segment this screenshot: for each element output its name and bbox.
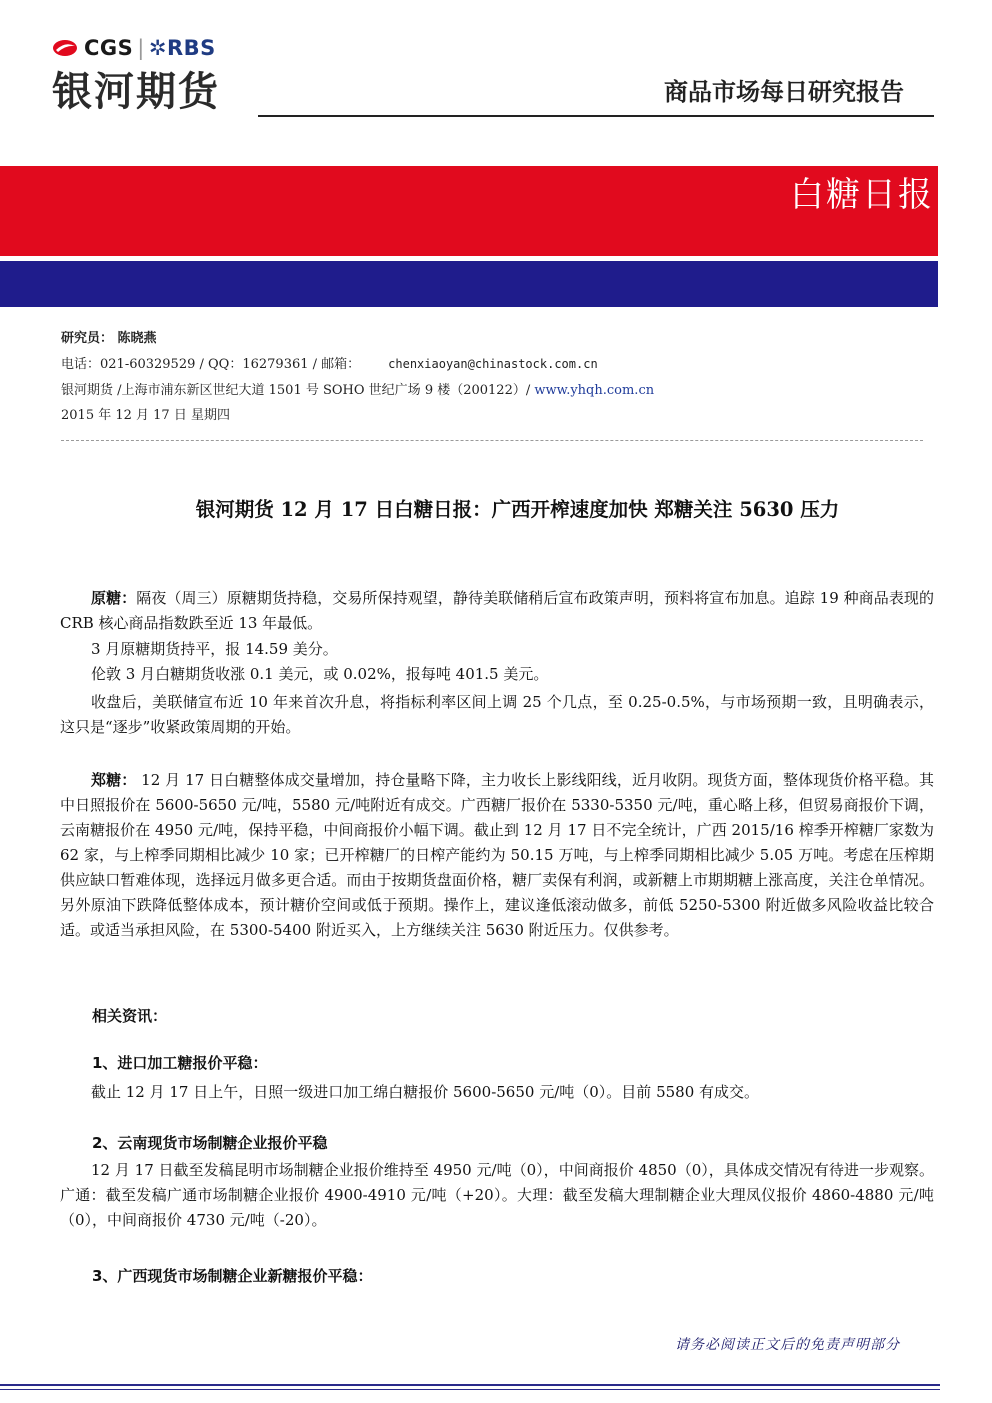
report-date: 2015 年 12 月 17 日 星期四 xyxy=(61,408,230,423)
zhengtang-paragraph xyxy=(60,768,934,943)
news-item-1-heading: 1、进口加工糖报价平稳： xyxy=(92,1054,268,1072)
logo-separator: | xyxy=(137,36,145,60)
logo-chinese-name: 银河期货 xyxy=(52,69,220,115)
zhengtang-lead: 郑糖： xyxy=(91,771,137,789)
contact-line xyxy=(61,355,598,374)
news-item-2-text: 12 月 17 日截至发稿昆明市场制糖企业报价维持至 4950 元/吨（0），中间商报价 4850（0），具体成交情况有待进一步观察。广通：截至发稿广通市场制糖企业报价 4900-4910 元/吨（+20）。大理：截至发稿大理制糖企业大理凤仪报价 4860-4880 元/吨（0），中间商报价 4730 元/吨（-20）。 xyxy=(60,1161,934,1229)
email-link[interactable]: chenxiaoyan@chinastock.com.cn xyxy=(388,357,598,371)
related-news-heading: 相关资讯： xyxy=(92,1007,168,1025)
london-sugar-futures: 伦敦 3 月白糖期货收涨 0.1 美元，或 0.02%，报每吨 401.5 美元。 xyxy=(91,665,549,683)
footer-rule-thick xyxy=(0,1384,940,1386)
raw-sugar-paragraph xyxy=(60,586,934,636)
fed-rate-paragraph: 收盘后，美联储宣布近 10 年来首次升息，将指标利率区间上调 25 个几点，至 0.25-0.5%，与市场预期一致，且明确表示，这只是“逐步”收紧政策周期的开始。 xyxy=(60,693,934,736)
raw-sugar-text: 隔夜（周三）原糖期货持稳，交易所保持观望，静待美联储稍后宣布政策声明，预料将宣布加息。追踪 19 种商品表现的 CRB 核心商品指数跌至近 13 年最低。 xyxy=(60,589,934,632)
report-series-title: 商品市场每日研究报告 xyxy=(664,78,904,106)
footer-rule-thin xyxy=(0,1389,940,1390)
banner-title: 白糖日报 xyxy=(790,175,934,215)
news-item-1-text: 截止 12 月 17 日上午，日照一级进口加工绵白糖报价 5600-5650 元/吨（0）。目前 5580 有成交。 xyxy=(91,1083,760,1101)
logo-brand-text xyxy=(84,36,216,60)
article-title: 银河期货 12 月 17 日白糖日报：广西开榨速度加快 郑糖关注 5630 压力 xyxy=(195,498,840,521)
banner-blue-band xyxy=(0,261,938,307)
info-divider xyxy=(61,440,923,441)
website-link[interactable]: www.yhqh.com.cn xyxy=(534,383,655,398)
address-text: 银河期货 /上海市浦东新区世纪大道 1501 号 SOHO 世纪广场 9 楼（200122）/ xyxy=(61,383,535,398)
logo-cgs: CGS xyxy=(84,36,134,60)
address-line xyxy=(61,382,654,400)
raw-sugar-futures: 3 月原糖期货持平，报 14.59 美分。 xyxy=(91,640,338,658)
researcher-line: 研究员： 陈晓燕 xyxy=(61,331,157,346)
rbs-knot-icon: ✲ xyxy=(148,36,167,60)
cgs-swoosh-icon xyxy=(52,39,78,57)
contact-text: 电话：021-60329529 / QQ：16279361 / 邮箱： xyxy=(61,357,361,372)
disclaimer-note: 请务必阅读正文后的免责声明部分 xyxy=(675,1337,900,1353)
raw-sugar-lead: 原糖： xyxy=(91,589,137,607)
news-item-2-heading: 2、云南现货市场制糖企业报价平稳 xyxy=(92,1134,328,1152)
news-item-3-heading: 3、广西现货市场制糖企业新糖报价平稳： xyxy=(92,1267,373,1285)
header-divider xyxy=(258,115,934,117)
logo-rbs: RBS xyxy=(166,36,216,60)
company-logo xyxy=(52,36,216,60)
zhengtang-text: 12 月 17 日白糖整体成交量增加，持仓量略下降，主力收长上影线阳线，近月收阴。现货方面，整体现货价格平稳。其中日照报价在 5600-5650 元/吨，5580 元/吨附近有成交。广西糖厂报价在 5330-5350 元/吨，重心略上移，但贸易商报价下调，云南糖报价在 4950 元/吨，保持平稳，中间商报价小幅下调。截止到 12 月 17 日不完全统计，广西 2015/16 榨季开榨糖厂家数为 62 家，与上榨季同期相比减少 10 家；已开榨糖厂的日榨产能约为 50.15 万吨，与上榨季同期相比减少 5.05 万吨。考虑在压榨期供应缺口暂难体现，选择远月做多更合适。而由于按期货盘面价格，糖厂卖保有利润，或新糖上市期期糖上涨高度，关注仓单情况。另外原油下跌降低整体成本，预计糖价空间或低于预期。操作上，建议逢低滚动做多，前低 5250-5300 附近做多风险收益比较合适。或适当承担风险，在 5300-5400 附近买入，上方继续关注 5630 附近压力。仅供参考。 xyxy=(60,771,934,939)
